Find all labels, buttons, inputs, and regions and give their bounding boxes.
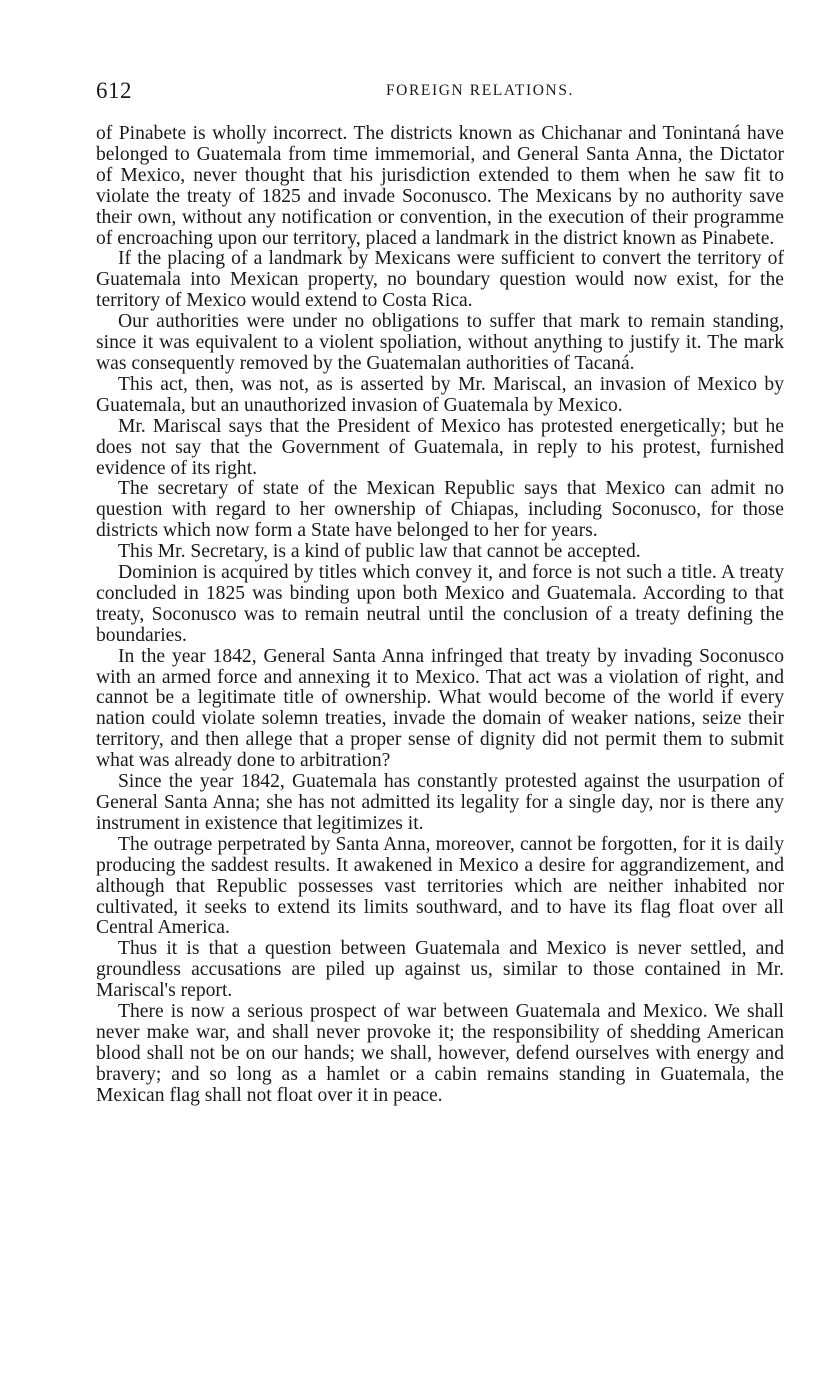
paragraph: If the placing of a landmark by Mexicans were sufficient to convert the territory of Guatemala into Mexican property, no boundary question would now exist, for the territory of Mexico would extend to Costa Rica. [96, 248, 784, 312]
running-title: FOREIGN RELATIONS. [385, 82, 575, 99]
paragraph: This act, then, was not, as is asserted by Mr. Mariscal, an invasion of Mexico by Guatemala, but an unauthorized invasion of Guatemala by Mexico. [96, 373, 784, 416]
body-text [96, 124, 784, 1107]
page-header [96, 78, 784, 108]
page-number: 612 [96, 78, 132, 103]
paragraph: There is now a serious prospect of war between Guatemala and Mexico. We shall never make war, and shall never provoke it; the responsibility of shedding American blood shall not be on our hands; we shall, however, defend ourselves with energy and bravery; and so long as a hamlet or a cabin remains standing in Guatemala, the Mexican flag shall not float over it in peace. [96, 1001, 784, 1106]
paragraph: In the year 1842, General Santa Anna infringed that treaty by invading Soconusco with an armed force and annexing it to Mexico. That act was a violation of right, and cannot be a legitimate title of ownership. What would become of the world if every nation could violate solemn treaties, invade the domain of weaker nations, seize their territory, and then allege that a proper sense of dignity did not permit them to submit what was already done to arbitration? [96, 645, 784, 772]
paragraph: The outrage perpetrated by Santa Anna, moreover, cannot be forgotten, for it is daily producing the saddest results. It awakened in Mexico a desire for aggrandizement, and although that Republic possesses vast territories which are neither inhabited nor cultivated, it seeks to extend its limits southward, and to have its flag float over all Central America. [96, 833, 784, 939]
paragraph: Thus it is that a question between Guatemala and Mexico is never settled, and groundless accusations are piled up against us, similar to those contained in Mr. Mariscal's report. [96, 938, 784, 1002]
paragraph: The secretary of state of the Mexican Republic says that Mexico can admit no question with regard to her ownership of Chiapas, including Soconusco, for those districts which now form a State have belonged to her for years. [96, 478, 784, 542]
paragraph: Our authorities were under no obligations to suffer that mark to remain standing, since it was equivalent to a violent spoliation, without anything to justify it. The mark was consequently removed by the Guatemalan authorities of Tacaná. [96, 311, 784, 374]
paragraph: Mr. Mariscal says that the President of Mexico has protested energetically; but he does not say that the Government of Guatemala, in reply to his protest, furnished evidence of its right. [96, 415, 784, 479]
paragraph: Since the year 1842, Guatemala has constantly protested against the usurpation of General Santa Anna; she has not admitted its legality for a single day, nor is there any instrument in existence that legitimizes it. [96, 771, 784, 834]
paragraph: Dominion is acquired by titles which convey it, and force is not such a title. A treaty concluded in 1825 was binding upon both Mexico and Guatemala. According to that treaty, Soconusco was to remain neutral until the conclusion of a treaty defining the boundaries. [96, 562, 784, 646]
document-page [96, 78, 784, 1107]
paragraph-continued: of Pinabete is wholly incorrect. The districts known as Chichanar and Tonintaná have belonged to Guatemala from time immemorial, and General Santa Anna, the Dictator of Mexico, never thought that his jurisdiction extended to them when he saw fit to violate the treaty of 1825 and invade Soconusco. The Mexicans by no authority save their own, without any notification or convention, in the execution of their programme of encroaching upon our territory, placed a landmark in the district known as Pinabete. [96, 123, 784, 249]
paragraph: This Mr. Secretary, is a kind of public law that cannot be accepted. [118, 541, 641, 563]
